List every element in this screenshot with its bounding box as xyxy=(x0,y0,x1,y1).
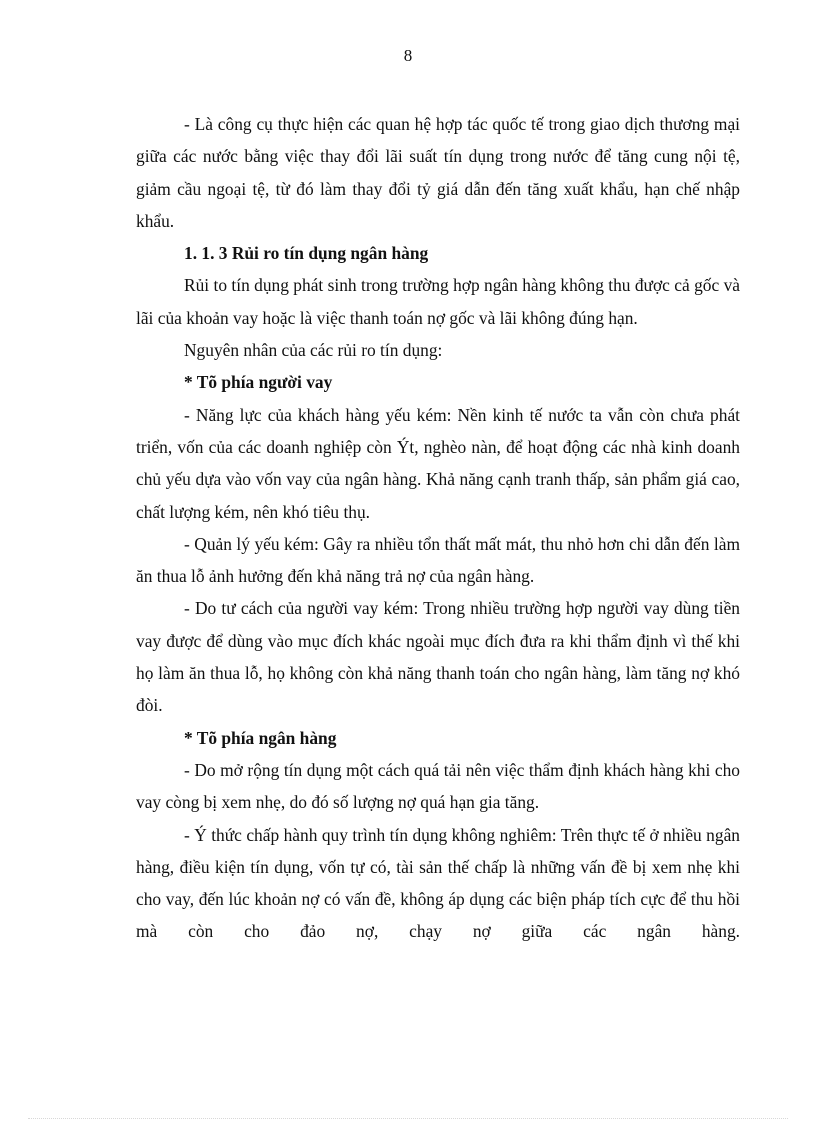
section-heading-credit-risk: 1. 1. 3 Rủi ro tín dụng ngân hàng xyxy=(184,243,429,264)
paragraph-borrower-capacity: - Năng lực của khách hàng yếu kém: Nền kinh tế nước ta vẫn còn chưa phát triển, vốn của các doanh nghiệp còn Ýt, nghèo nàn, để hoạt động các nhà kinh doanh chủ yếu dựa vào vốn vay của ngân hàng. Khả năng cạnh tranh thấp, sản phẩm giá cao, chất lượng kém, nên khó tiêu thụ. xyxy=(136,404,740,522)
paragraph-process-discipline: - Ý thức chấp hành quy trình tín dụng không nghiêm: Trên thực tế ở nhiều ngân hàng, điều kiện tín dụng, vốn tự có, tài sản thế chấp là những vấn đề bị xem nhẹ khi cho vay, đến lúc khoản nợ có vấn đề, không áp dụng các biện pháp tích cực để thu hồi mà còn cho đảo nợ, chạy nợ giữa các ngân hàng. xyxy=(136,824,740,942)
subheading-borrower-side: * Tõ phía người vay xyxy=(184,372,333,393)
paragraph-causes-intro: Nguyên nhân của các rủi ro tín dụng: xyxy=(184,340,443,361)
paragraph-credit-risk-definition: Rủi to tín dụng phát sinh trong trường hợp ngân hàng không thu được cả gốc và lãi của khoản vay hoặc là việc thanh toán nợ gốc và lãi không đúng hạn. xyxy=(136,275,740,328)
paragraph-weak-management: - Quản lý yếu kém: Gây ra nhiều tổn thất mất mát, thu nhỏ hơn chi dẫn đến làm ăn thua lỗ ảnh hưởng đến khả năng trả nợ của ngân hàng. xyxy=(136,533,740,587)
page-bottom-divider xyxy=(28,1118,788,1119)
document-body xyxy=(136,108,740,948)
paragraph-international-cooperation: - Là công cụ thực hiện các quan hệ hợp tác quốc tế trong giao dịch thương mại giữa các nước bằng việc thay đổi lãi suất tín dụng trong nước để tăng cung nội tệ, giảm cầu ngoại tệ, từ đó làm thay đổi tỷ giá dẫn đến tăng xuất khẩu, hạn chế nhập khẩu. xyxy=(136,114,740,231)
paragraph-borrower-integrity: - Do tư cách của người vay kém: Trong nhiều trường hợp người vay dùng tiền vay được để dùng vào mục đích khác ngoài mục đích đưa ra khi thẩm định vì thế khi họ làm ăn thua lỗ, họ không còn khả năng thanh toán cho ngân hàng, làm tăng nợ khó đòi. xyxy=(136,598,740,716)
page-number: 8 xyxy=(403,46,413,65)
paragraph-credit-expansion: - Do mở rộng tín dụng một cách quá tải nên việc thẩm định khách hàng khi cho vay còng bị xem nhẹ, do đó số lượng nợ quá hạn gia tăng. xyxy=(136,759,740,813)
subheading-bank-side: * Tõ phía ngân hàng xyxy=(184,727,337,748)
